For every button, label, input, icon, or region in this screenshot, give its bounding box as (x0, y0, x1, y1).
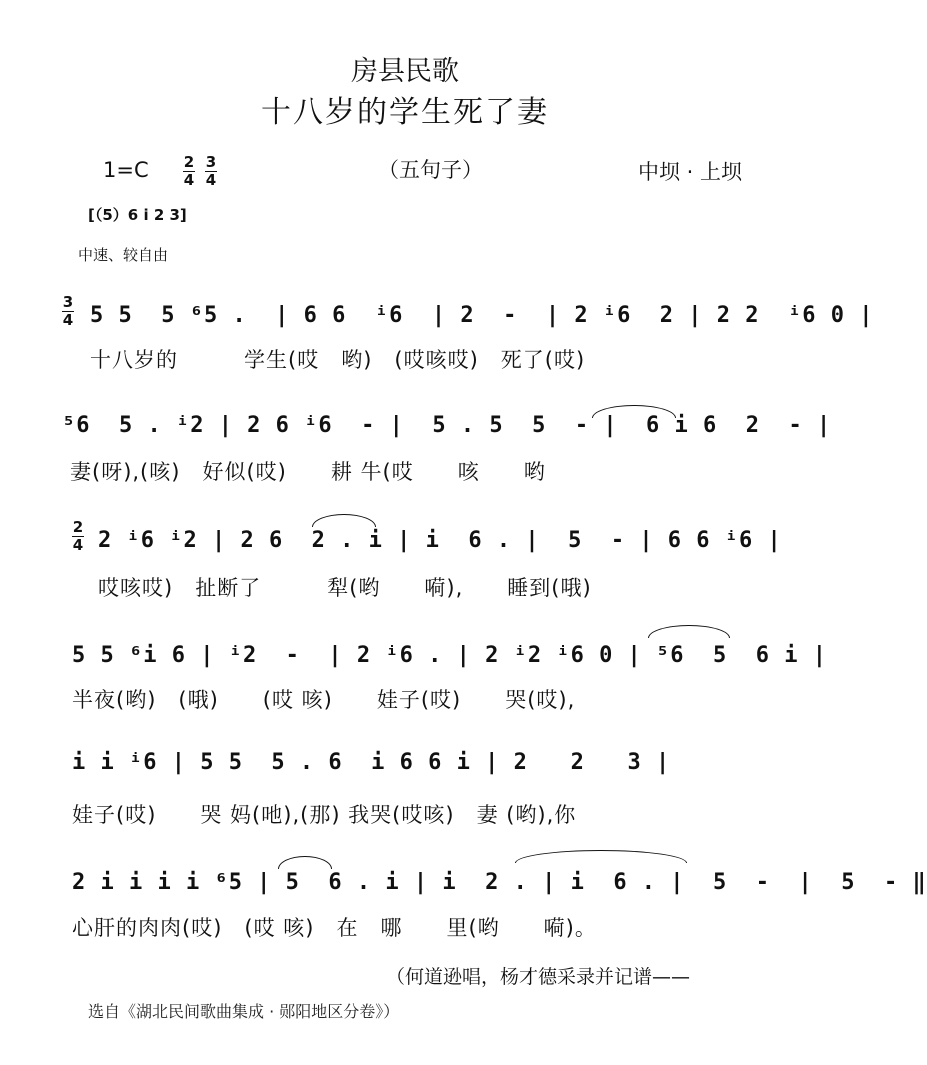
lyrics-line-5: 娃子(哎) 哭 妈(吔),(那) 我哭(哎咳) 妻 (哟),你 (72, 803, 577, 827)
notation-line-4: 5 5 ⁶i 6 | ⁱ2 - | 2 ⁱ6 . | 2 ⁱ2 ⁱ6 0 | ⁵6 5 6 i | (72, 643, 827, 668)
notation-line-2: ⁵6 5 . ⁱ2 | 2 6 ⁱ6 - | 5 . 5 5 - | 6 i 6 2 - | (62, 413, 832, 438)
lyrics-line-3: 哎咳哎) 扯断了 犁(哟 嗬), 睡到(哦) (98, 576, 592, 600)
lyrics-line-2: 妻(呀),(咳) 好似(哎) 耕 牛(哎 咳 哟 (70, 460, 546, 484)
notation-line-5: i i ⁱ6 | 5 5 5 . 6 i 6 6 i | 2 2 3 | (72, 750, 671, 775)
slur (648, 625, 730, 638)
slur (312, 514, 376, 527)
slur (515, 850, 687, 863)
credit-line: （何道逊唱，杨才德采录并记谱—— (386, 966, 691, 988)
location-label: 中坝 · 上坝 (638, 160, 743, 184)
notation-line-3: 2 ⁱ6 ⁱ2 | 2 6 2 . i | i 6 . | 5 - | 6 6 ⁱ6 | (98, 528, 782, 553)
meter-3-4: 3 4 (205, 153, 217, 189)
notation-line-6: 2 i i i i ⁶5 | 5 6 . i | i 2 . | i 6 . | 5 - | 5 - ‖ (72, 870, 927, 895)
song-title: 十八岁的学生死了妻 (261, 95, 549, 130)
meter-mark: 2 4 (72, 518, 84, 554)
region-title: 房县民歌 (351, 56, 459, 87)
intro-notes: [（5）6 i 2 3] (88, 206, 187, 224)
slur (592, 405, 676, 418)
tempo-marking: 中速、较自由 (78, 246, 169, 264)
key-signature: 1=C (103, 158, 149, 182)
lyrics-line-1: 十八岁的 学生(哎 哟) (哎咳哎) 死了(哎) (90, 348, 586, 372)
source-line: 选自《湖北民间歌曲集成 · 郧阳地区分卷》） (88, 1002, 400, 1021)
form-label: （五句子） (378, 158, 483, 182)
lyrics-line-4: 半夜(哟) (哦) (哎 咳) 娃子(哎) 哭(哎), (72, 688, 576, 712)
meter-mark: 3 4 (62, 293, 74, 329)
meter-2-4: 2 4 (183, 153, 195, 189)
lyrics-line-6: 心肝的肉肉(哎) (哎 咳) 在 哪 里(哟 嗬)。 (72, 916, 597, 940)
notation-line-1: 5 5 5 ⁶5 . | 6 6 ⁱ6 | 2 - | 2 ⁱ6 2 | 2 2 ⁱ6 0 | (90, 303, 874, 328)
slur (278, 856, 332, 869)
